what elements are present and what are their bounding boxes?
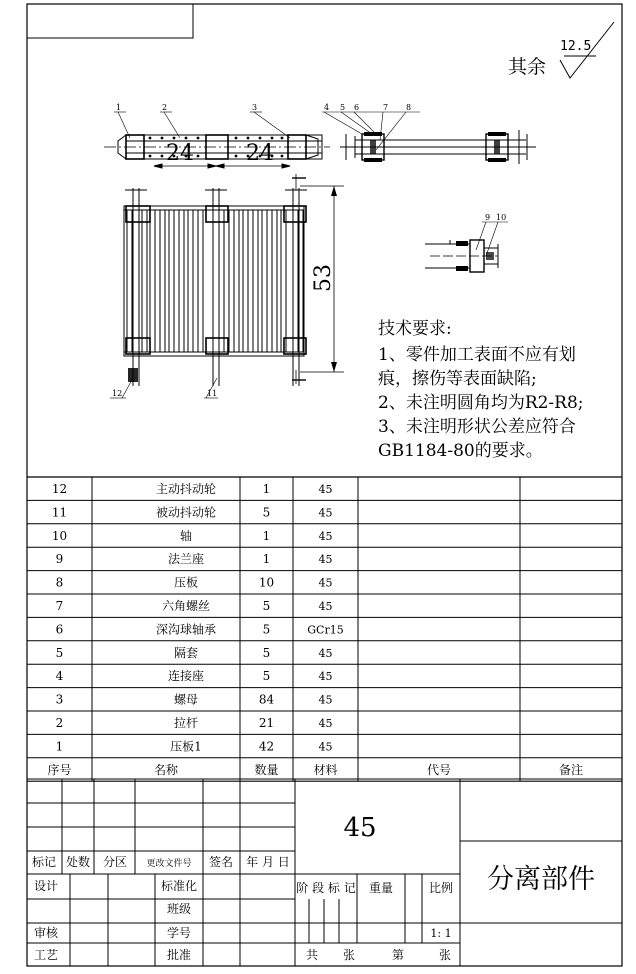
roughness-symbol — [508, 22, 614, 78]
dim-height: 53 — [311, 264, 336, 292]
bom-row-8-no: 4 — [55, 669, 64, 684]
corner-box — [27, 4, 193, 38]
label-stage-mark: 阶 段 标 记 — [296, 881, 356, 895]
bom-row-10-name: 拉杆 — [173, 716, 199, 730]
bom-row-7-qty: 5 — [262, 645, 271, 660]
bom-row-1-qty: 5 — [262, 505, 271, 520]
drawing-title: 分离部件 — [487, 864, 595, 895]
bom-row-0-qty: 1 — [262, 482, 271, 496]
front-view — [124, 188, 307, 386]
balloon-6: 6 — [354, 103, 360, 112]
label-approve: 批准 — [166, 948, 192, 962]
bom-row-9-qty: 84 — [258, 692, 275, 707]
bom-row-6-name: 深沟球轴承 — [155, 622, 217, 637]
balloon-9: 9 — [485, 213, 491, 222]
dim-arrow-bottom — [331, 362, 337, 372]
bom-row-9-name: 螺母 — [173, 692, 199, 707]
label-scale: 比例 — [428, 881, 454, 895]
top-view — [104, 135, 330, 168]
tech-req-line-1: 1、零件加工表面不应有划 — [378, 345, 576, 365]
bom-row-2-name: 轴 — [179, 528, 193, 543]
label-class: 班级 — [166, 902, 192, 916]
bom-row-4-no: 8 — [55, 575, 64, 590]
bom-row-5-qty: 5 — [262, 599, 271, 613]
bom-row-5-material: 45 — [318, 600, 333, 613]
bom-row-1-material: 45 — [318, 506, 333, 520]
bom-row-11-name: 压板1 — [170, 739, 202, 754]
roughness-value: 12.5 — [560, 39, 592, 54]
bom-row-11-qty: 42 — [258, 739, 275, 754]
bom-header-material: 材料 — [313, 762, 338, 777]
bom-row-10-material: 45 — [318, 717, 333, 730]
bom-header-qty: 数量 — [254, 762, 279, 777]
bom-row-3-no: 9 — [55, 552, 64, 567]
label-mark: 标记 — [31, 855, 57, 869]
bom-row-4-qty: 10 — [258, 575, 275, 590]
bom-row-2-no: 10 — [51, 528, 68, 543]
bom-row-0-no: 12 — [51, 482, 68, 496]
bom-row-3-material: 45 — [318, 553, 333, 567]
dim-pitch-right: 24 — [246, 141, 274, 166]
label-process: 工艺 — [33, 948, 59, 962]
bom-header-name: 名称 — [153, 762, 179, 777]
balloon-2: 2 — [162, 103, 168, 112]
label-total: 共 — [305, 948, 319, 962]
bom-row-5-no: 7 — [55, 599, 64, 613]
label-count: 处数 — [65, 855, 91, 869]
bom-row-1-no: 11 — [51, 505, 68, 520]
scale-value: 1: 1 — [430, 927, 452, 940]
bom-row-2-material: 45 — [318, 529, 333, 543]
bom-row-10-qty: 21 — [258, 716, 275, 730]
bom-row-8-material: 45 — [318, 670, 333, 684]
front-view-blocks — [126, 206, 306, 354]
roughness-label: 其余 — [508, 56, 547, 78]
label-standardization: 标准化 — [160, 879, 198, 893]
label-date: 年 月 日 — [246, 855, 290, 869]
tech-req-line-2: 痕，擦伤等表面缺陷; — [378, 369, 537, 389]
bom-header-remark: 备注 — [558, 762, 584, 777]
title-material: 45 — [343, 813, 377, 843]
balloon-4: 4 — [324, 103, 330, 112]
label-number: 第 — [391, 948, 405, 962]
bom-row-10-no: 2 — [55, 716, 64, 730]
bom-header-no: 序号 — [47, 762, 72, 777]
label-weight: 重量 — [368, 881, 394, 895]
bom-row-1-name: 被动抖动轮 — [155, 505, 217, 520]
dim-pitch-left: 24 — [166, 141, 194, 166]
bom-row-7-material: 45 — [318, 646, 333, 660]
balloon-11: 11 — [207, 389, 218, 398]
bom-row-9-material: 45 — [318, 693, 333, 707]
bom-header-code: 代号 — [426, 762, 452, 777]
technical-requirements — [378, 319, 584, 461]
tech-req-line-3: 2、未注明圆角均为R2-R8; — [378, 393, 584, 413]
bom-row-3-name: 法兰座 — [167, 552, 205, 567]
bom-row-2-qty: 1 — [262, 528, 271, 543]
bom-row-5-name: 六角螺丝 — [161, 599, 211, 613]
bom-row-3-qty: 1 — [262, 552, 271, 567]
bom-row-7-no: 5 — [55, 645, 64, 660]
label-sheet-2: 张 — [438, 948, 452, 962]
title-block-text — [32, 813, 595, 962]
balloon-10: 10 — [496, 213, 507, 222]
bom-row-6-no: 6 — [55, 622, 64, 637]
balloon-3: 3 — [252, 103, 258, 112]
front-view-bars — [127, 210, 303, 352]
label-sheet: 张 — [342, 948, 356, 962]
balloon-12: 12 — [112, 389, 123, 398]
label-signature: 签名 — [208, 855, 234, 869]
bom-row-7-name: 隔套 — [173, 645, 199, 660]
bom-row-11-material: 45 — [318, 740, 333, 754]
bom-row-0-material: 45 — [318, 483, 333, 496]
label-zone: 分区 — [102, 855, 128, 869]
bom-row-6-qty: 5 — [262, 622, 271, 637]
label-student-id: 学号 — [166, 926, 192, 940]
wheel-12 — [128, 368, 138, 382]
bom-row-4-material: 45 — [318, 576, 333, 590]
balloon-7: 7 — [383, 103, 389, 112]
bom-row-4-name: 压板 — [173, 575, 199, 590]
tech-req-title: 技术要求: — [378, 319, 452, 339]
bom-row-11-no: 1 — [55, 739, 64, 754]
label-change-doc: 更改文件号 — [146, 859, 192, 869]
balloon-8: 8 — [406, 103, 412, 112]
dim-arrow-top — [331, 186, 337, 196]
label-design: 设计 — [33, 879, 59, 893]
bom-row-9-no: 3 — [55, 692, 64, 707]
balloon-5: 5 — [340, 103, 346, 112]
bom-row-6-material: GCr15 — [307, 623, 344, 637]
balloon-1: 1 — [116, 103, 122, 112]
bom-row-8-qty: 5 — [262, 669, 271, 684]
bom-row-8-name: 连接座 — [167, 669, 205, 684]
tech-req-line-5: GB1184-80的要求。 — [378, 441, 543, 461]
bom-row-0-name: 主动抖动轮 — [155, 482, 217, 496]
label-review: 审核 — [33, 926, 59, 940]
bom-table — [27, 477, 622, 781]
tech-req-line-4: 3、未注明形状公差应符合 — [378, 417, 576, 437]
